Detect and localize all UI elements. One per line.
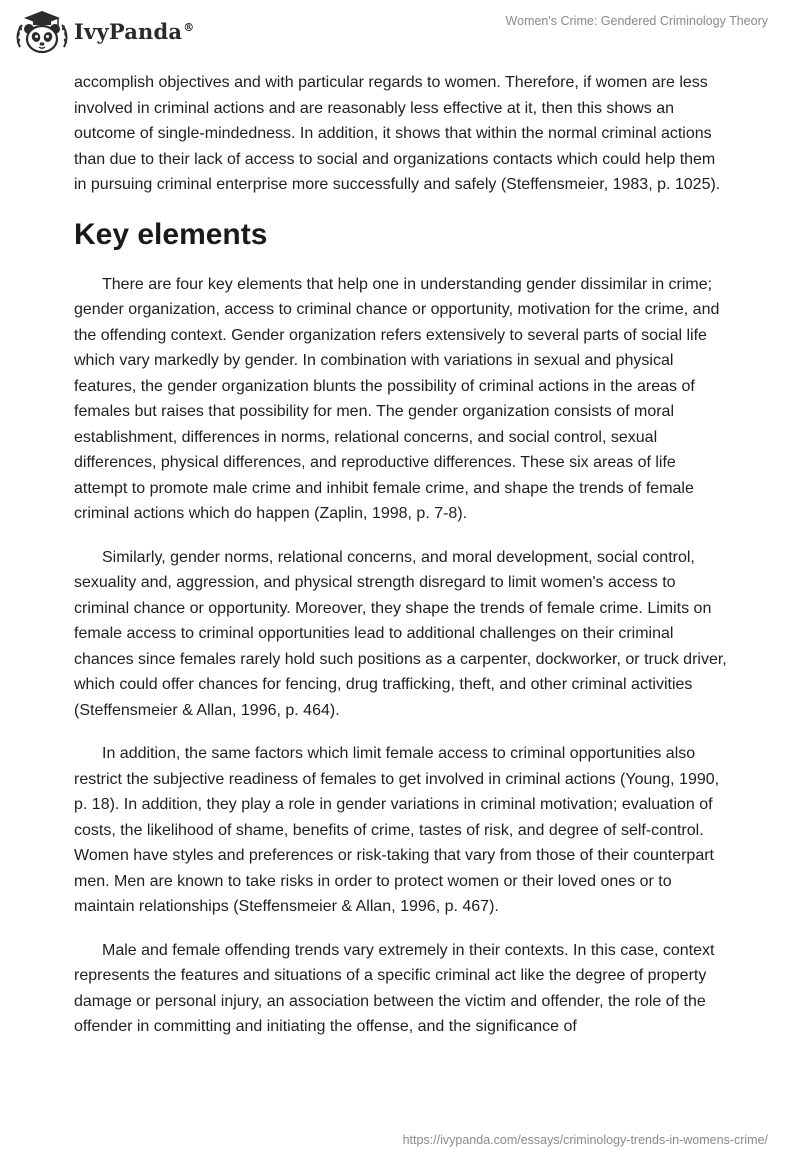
page-header: [0, 0, 800, 64]
body-paragraph: In addition, the same factors which limit female access to criminal opportunities also restrict the subjective readiness of females to get involved in criminal actions (Young, 1990, p. 18). In addition, they play a role in gender variations in criminal motivation; evaluation of costs, the likelihood of shame, benefits of crime, tastes of risk, and degree of self-control. Women have styles and preferences or risk-taking that vary from those of their counterpart men. Men are known to take risks in order to protect women or their loved ones or to maintain relationships (Steffensmeier & Allan, 1996, p. 467).: [74, 745, 720, 915]
body-paragraph: There are four key elements that help one in understanding gender dissimilar in crime; gender organization, access to criminal chance or opportunity, motivation for the crime, and the offending context. Gender organization refers extensively to several parts of social life which vary markedly by gender. In combination with variations in sexual and physical features, the gender organization blunts the possibility of criminal actions in the areas of females but raises that possibility for men. The gender organization consists of moral establishment, differences in norms, relational concerns, and social control, sexual differences, physical differences, and reproductive differences. These six areas of life attempt to promote male crime and inhibit female crime, and shape the trends of female criminal actions which do happen (Zaplin, 1998, p. 7-8).: [74, 275, 720, 522]
brand-name: IvyPanda®: [74, 18, 195, 44]
ivypanda-logo[interactable]: [14, 9, 194, 57]
source-url-link[interactable]: https://ivypanda.com/essays/criminology-trends-in-womens-crime/: [402, 1133, 768, 1147]
panda-graduate-icon: [14, 9, 70, 57]
document-title: Women's Crime: Gendered Criminology Theory: [505, 14, 768, 28]
body-paragraph: Similarly, gender norms, relational concerns, and moral development, social control, sexuality and, aggression, and physical strength disregard to limit women's access to criminal chance or opportunity. Moreover, they shape the trends of female crime. Limits on female access to criminal opportunities lead to additional challenges on their criminal chances since females rarely hold such positions as a carpenter, dockworker, or truck driver, which could offer chances for fencing, drug trafficking, theft, and other criminal activities (Steffensmeier & Allan, 1996, p. 464).: [74, 548, 727, 719]
intro-paragraph: accomplish objectives and with particular regards to women. Therefore, if women are less involved in criminal actions and are reasonably less effective at it, then this shows an outcome of single-mindedness. In addition, it shows that within the normal criminal actions than due to their lack of access to social and organizations contacts which could help them in pursuing criminal enterprise more successfully and safely (Steffensmeier, 1983, p. 1025).: [74, 74, 721, 193]
body-paragraph: Male and female offending trends vary extremely in their contexts. In this case, context represents the features and situations of a specific criminal act like the degree of property damage or personal injury, an association between the victim and offender, the role of the offender in committing and initiating the offense, and the significance of: [74, 941, 715, 1035]
article-body: [74, 70, 730, 1058]
section-heading: Key elements: [74, 217, 268, 251]
registered-mark: ®: [183, 20, 195, 34]
